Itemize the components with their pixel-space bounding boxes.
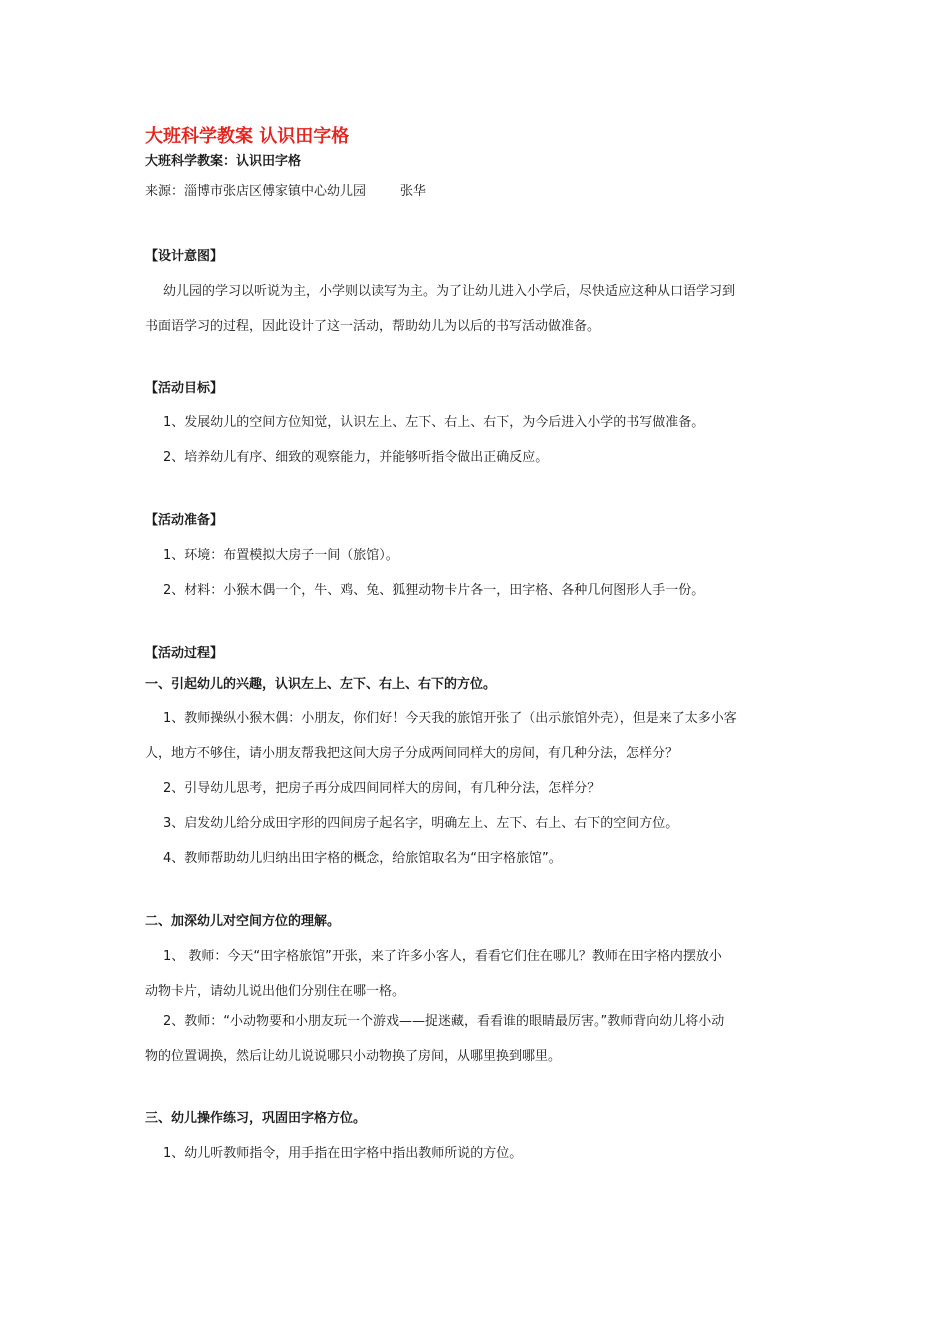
step-1-item-3: 3、启发幼儿给分成田字形的四间房子起名字，明确左上、左下、右上、右下的空间方位。	[163, 816, 679, 831]
doc-title: 大班科学教案 认识田字格	[145, 126, 350, 147]
doc-source	[145, 183, 810, 201]
source-label: 来源：淄博市张店区傅家镇中心幼儿园	[145, 184, 367, 199]
goal-item-1: 1、发展幼儿的空间方位知觉，认识左上、左下、右上、右下，为今后进入小学的书写做准备。	[163, 415, 705, 430]
section-heading-design: 【设计意图】	[145, 249, 224, 264]
goal-item-2: 2、培养幼儿有序、细致的观察能力，并能够听指令做出正确反应。	[163, 450, 549, 465]
paragraph-design-line-1: 幼儿园的学习以听说为主，小学则以读写为主。为了让幼儿进入小学后，尽快适应这种从口语学习到	[163, 284, 736, 299]
step-3-item-1: 1、幼儿听教师指令，用手指在田字格中指出教师所说的方位。	[163, 1146, 523, 1161]
step-1-item-1-line-1: 1、教师操纵小猴木偶：小朋友，你们好！今天我的旅馆开张了（出示旅馆外壳），但是来了太多小客	[163, 711, 737, 726]
step-2-item-1-line-2: 动物卡片，请幼儿说出他们分别住在哪一格。	[145, 984, 406, 999]
step-2-item-1-line-1: 1、 教师：今天“田字格旅馆”开张，来了许多小客人，看看它们住在哪儿？教师在田字格内摆放小	[163, 949, 722, 964]
paragraph-design-line-2: 书面语学习的过程，因此设计了这一活动，帮助幼儿为以后的书写活动做准备。	[145, 319, 601, 334]
section-heading-process: 【活动过程】	[145, 646, 224, 661]
step-2-heading: 二、加深幼儿对空间方位的理解。	[145, 914, 341, 929]
step-1-item-4: 4、教师帮助幼儿归纳出田字格的概念，给旅馆取名为“田字格旅馆”。	[163, 851, 562, 866]
step-1-item-2: 2、引导幼儿思考，把房子再分成四间同样大的房间，有几种分法，怎样分？	[163, 781, 601, 796]
section-heading-goals: 【活动目标】	[145, 381, 224, 396]
source-author: 张华	[400, 184, 427, 199]
step-2-item-2-line-1: 2、教师：“小动物要和小朋友玩一个游戏——捉迷藏，看看谁的眼睛最厉害。”教师背向幼儿将小动	[163, 1014, 725, 1029]
prep-item-1: 1、环境：布置模拟大房子一间（旅馆）。	[163, 548, 399, 563]
section-heading-prep: 【活动准备】	[145, 513, 224, 528]
step-3-heading: 三、幼儿操作练习，巩固田字格方位。	[145, 1111, 367, 1126]
step-1-heading: 一、引起幼儿的兴趣，认识左上、左下、右上、右下的方位。	[145, 677, 497, 692]
step-2-item-2-line-2: 物的位置调换，然后让幼儿说说哪只小动物换了房间，从哪里换到哪里。	[145, 1049, 562, 1064]
step-1-item-1-line-2: 人，地方不够住，请小朋友帮我把这间大房子分成两间同样大的房间，有几种分法，怎样分？	[145, 746, 679, 761]
prep-item-2: 2、材料：小猴木偶一个，牛、鸡、兔、狐狸动物卡片各一，田字格、各种几何图形人手一份。	[163, 583, 705, 598]
doc-subtitle: 大班科学教案：认识田字格	[145, 154, 302, 169]
